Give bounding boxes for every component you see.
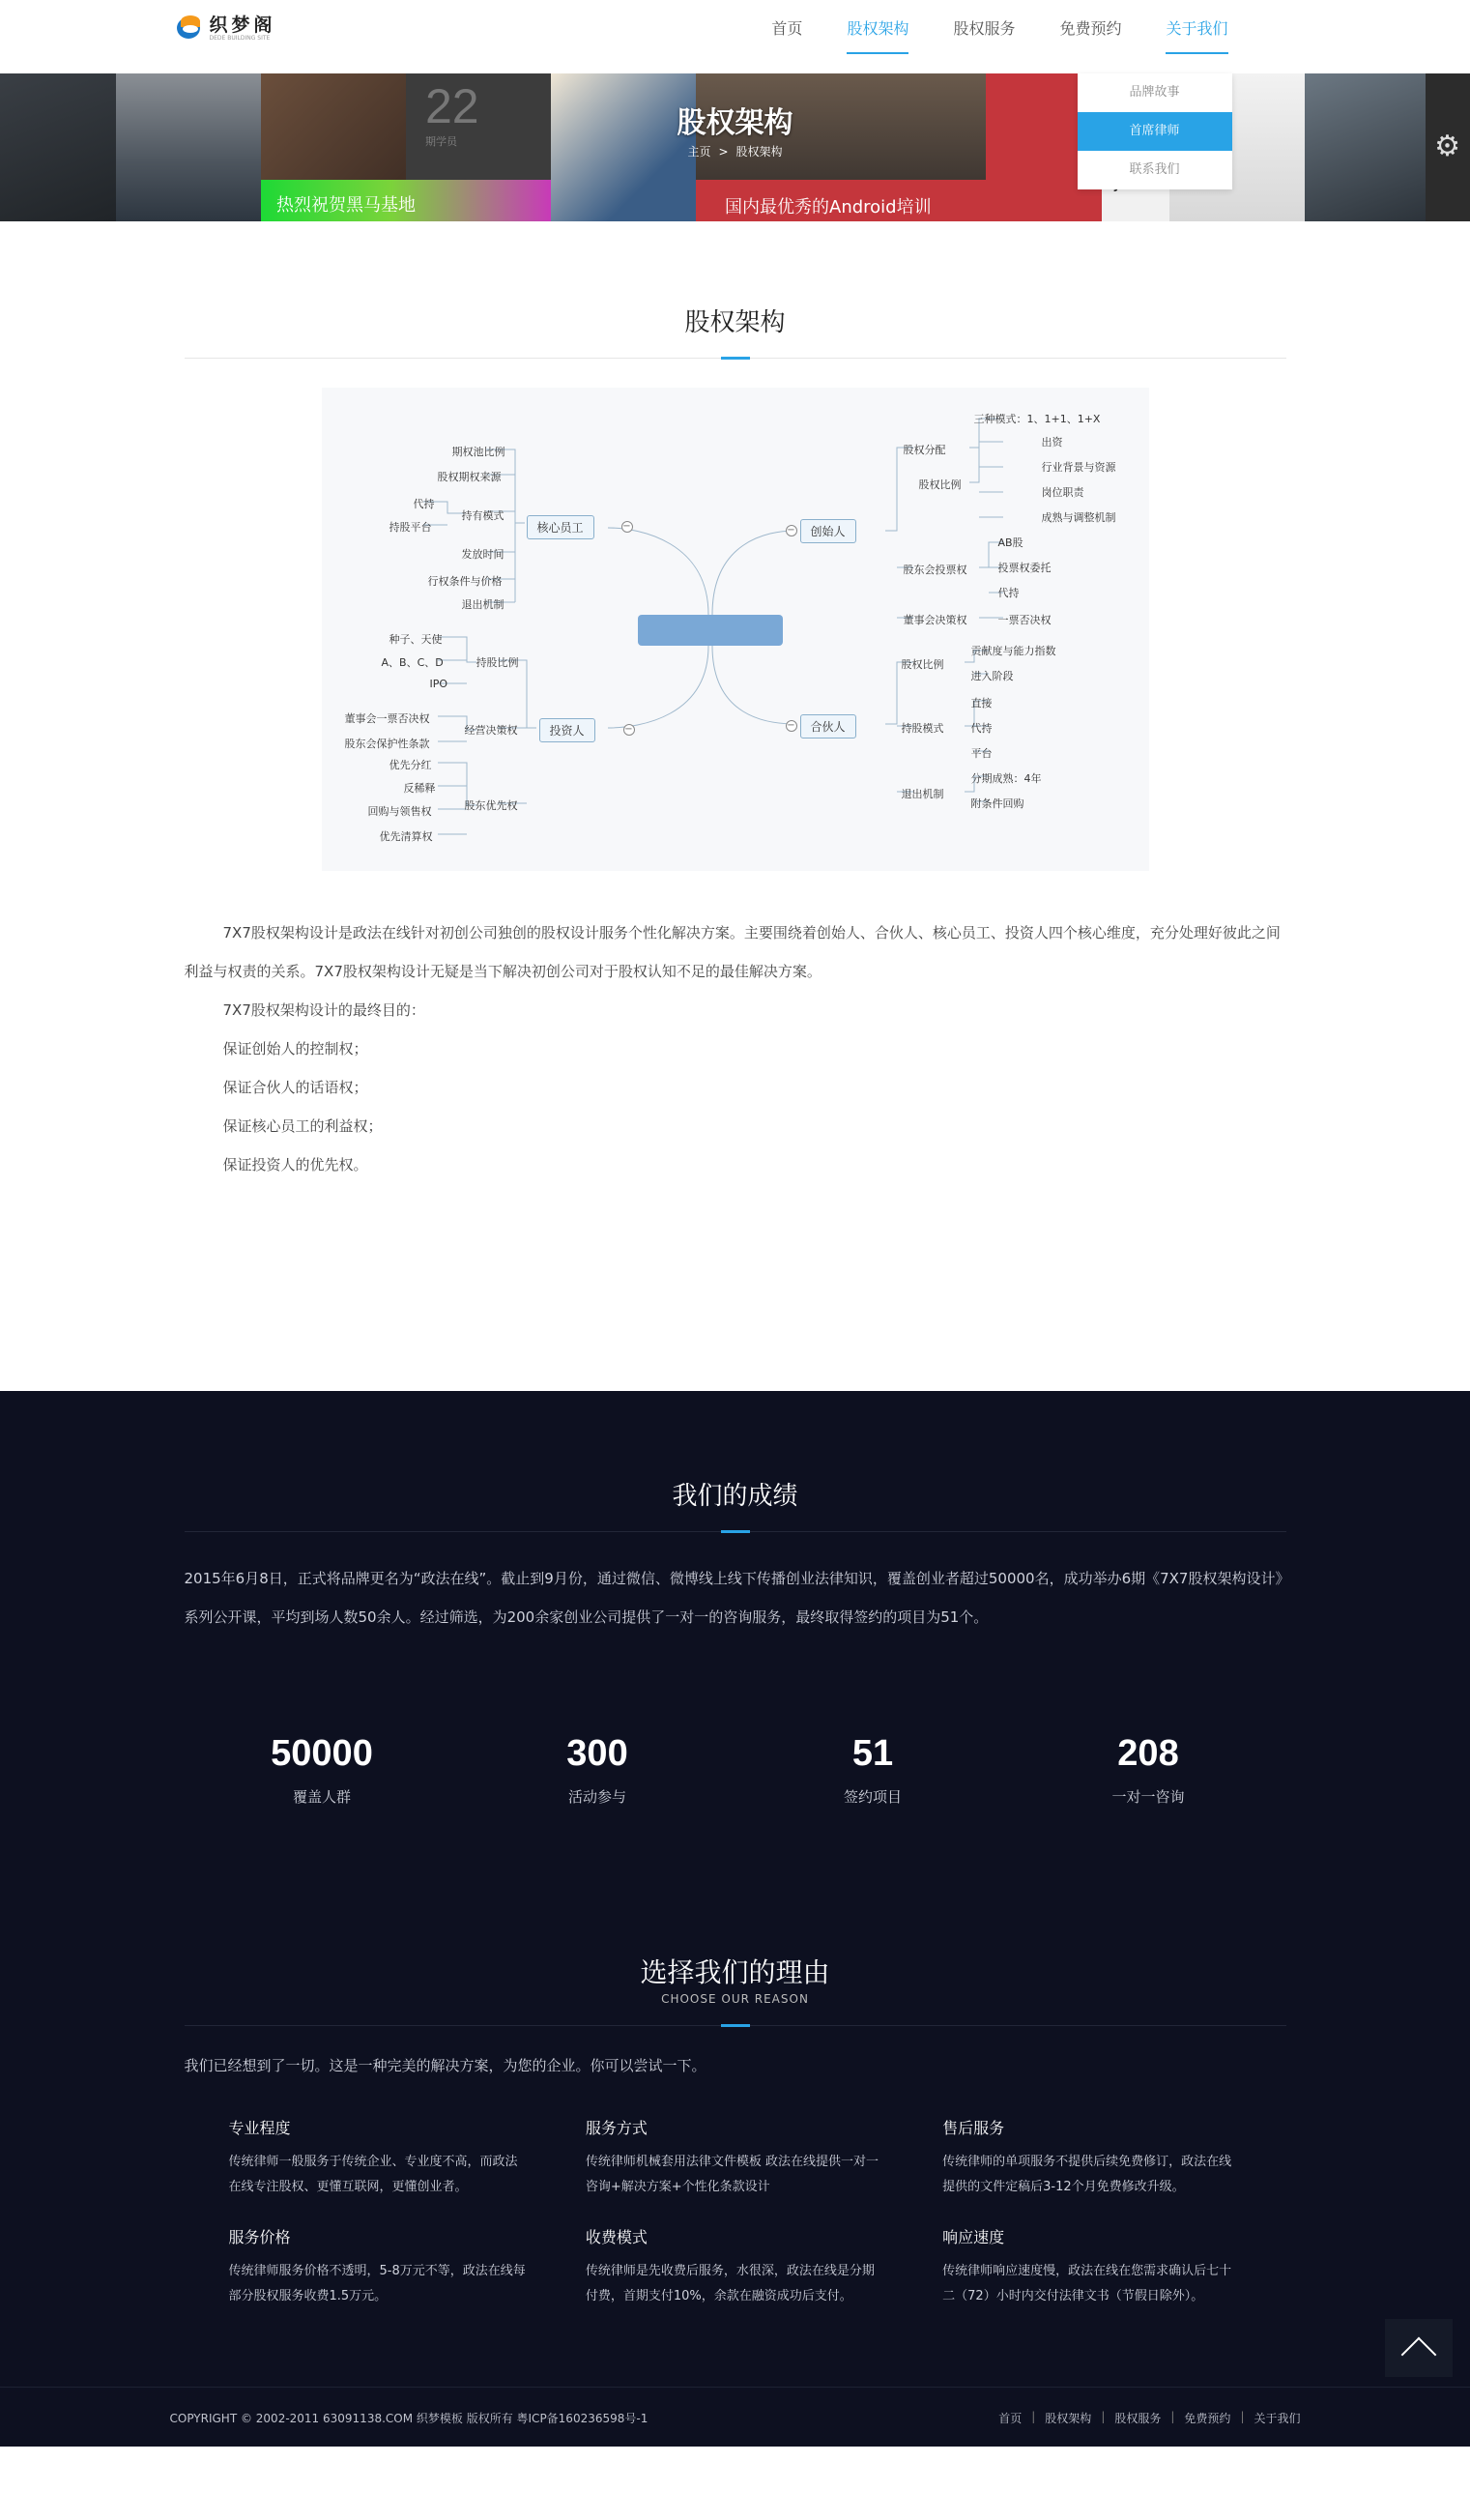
collapse-icon: − [787, 525, 795, 536]
page-title: 股权架构 [684, 308, 786, 337]
article-paragraph: 保证投资人的优先权。 [222, 1156, 368, 1173]
mindmap-mid: 持股比例 [476, 656, 519, 669]
mindmap-leaf: 直接 [970, 697, 993, 710]
banner-tile-count-label: 期学员 [425, 135, 457, 148]
mindmap-leaf: 行权条件与价格 [427, 575, 503, 588]
reason-card-text: 传统律师服务价格不透明，5-8万元不等，政法在线每部分股权服务收费1.5万元。 [228, 2264, 526, 2303]
mindmap-mid: 持股模式 [901, 722, 944, 735]
mindmap-branch-partner: 合伙人 [800, 714, 856, 739]
achievements-title: 我们的成绩 [672, 1482, 798, 1511]
article-paragraph: 保证合伙人的话语权； [222, 1079, 368, 1096]
main-content [0, 221, 1470, 1391]
footer-link-free-booking[interactable]: 免费预约 [1184, 2411, 1231, 2425]
reason-card [586, 2116, 884, 2200]
reason-card-text: 传统律师机械套用法律文件模板 政法在线提供一对一咨询+解决方案+个性化条款设计 [585, 2155, 879, 2194]
mindmap-mid: 持有模式 [461, 509, 504, 522]
title-divider [185, 1531, 1286, 1532]
mindmap-leaf: 代持 [413, 498, 435, 510]
breadcrumb [0, 143, 1470, 159]
mindmap-leaf: 期权池比例 [451, 446, 505, 458]
article-paragraph: 保证创始人的控制权； [222, 1040, 368, 1057]
title-divider [185, 2025, 1286, 2026]
banner-title: 股权架构 [677, 106, 793, 140]
mindmap-mid: 股权比例 [901, 658, 944, 671]
mindmap-leaf: 回购与领售权 [367, 805, 432, 818]
nav-item-equity-structure[interactable]: 股权架构 [847, 0, 908, 58]
mindmap-leaf: 贡献度与能力指数 [970, 645, 1056, 657]
mindmap-leaf: 优先分红 [389, 759, 432, 771]
stat-label: 一对一咨询 [1111, 1788, 1185, 1806]
banner-tile-count: 22 [425, 79, 479, 133]
footer-link-home[interactable]: 首页 [998, 2411, 1023, 2425]
mindmap-leaf: 代持 [997, 587, 1020, 599]
nav-item-home[interactable]: 首页 [771, 19, 803, 38]
mindmap-leaf: 发放时间 [461, 548, 504, 561]
mindmap-mid: 股权比例 [918, 478, 962, 491]
mindmap-leaf: 投票权委托 [997, 562, 1052, 574]
mindmap-leaf: 分期成熟：4年 [970, 772, 1042, 785]
mindmap-leaf: 进入阶段 [970, 670, 1014, 682]
mindmap-mid: 经营决策权 [464, 724, 518, 737]
stat-number: 50000 [271, 1733, 373, 1774]
reasons-title: 选择我们的理由 [640, 1956, 830, 1988]
mindmap-leaf: 董事会一票否决权 [344, 712, 430, 725]
mindmap-mid: 股东优先权 [464, 799, 518, 812]
footer-separator: | [1170, 2409, 1175, 2423]
footer-link-equity-service[interactable]: 股权服务 [1114, 2411, 1162, 2425]
mindmap-leaf: 出资 [1041, 436, 1063, 449]
mindmap-leaf: 行业背景与资源 [1041, 461, 1116, 474]
stats-row [185, 1733, 1286, 1807]
mindmap-leaf: AB股 [997, 536, 1023, 549]
dropdown-item-contact[interactable]: 联系我们 [1129, 162, 1180, 177]
gear-icon[interactable]: ⚙ [1434, 130, 1460, 163]
footer-link-about-us[interactable]: 关于我们 [1254, 2411, 1301, 2425]
mindmap-mid: 董事会决策权 [903, 614, 967, 626]
mindmap-leaf: A、B、C、D [381, 656, 444, 669]
back-to-top-button[interactable] [1385, 2319, 1453, 2377]
reason-card-title: 服务方式 [585, 2119, 648, 2137]
mindmap-leaf: 反稀释 [403, 782, 436, 795]
mindmap-branch-investor: 投资人 [539, 718, 595, 742]
stat-number: 300 [566, 1733, 628, 1774]
reason-card-title: 服务价格 [228, 2228, 291, 2246]
nav-item-equity-service[interactable]: 股权服务 [953, 19, 1016, 38]
main-nav [727, 0, 1228, 177]
mindmap-leaf: 岗位职责 [1041, 486, 1084, 499]
mindmap-leaf: 平台 [970, 747, 993, 760]
dropdown-item-chief-lawyer[interactable]: 首席律师 [1078, 112, 1232, 151]
logo[interactable] [175, 14, 276, 43]
breadcrumb-separator: > [718, 145, 729, 159]
mindmap-branch-founder: 创始人 [800, 519, 856, 543]
mindmap-leaf: 股权期权来源 [437, 471, 502, 483]
copyright-text: COPYRIGHT © 2002-2011 63091138.COM 织梦模板 版权所有 粤ICP备160236598号-1 [169, 2411, 649, 2425]
stat-number: 208 [1117, 1733, 1179, 1774]
logo-text: 织梦阁 [209, 14, 276, 36]
collapse-icon: − [622, 521, 631, 532]
mindmap-leaf: 附条件回购 [970, 797, 1024, 810]
reason-card-title: 收费模式 [585, 2228, 648, 2246]
reasons-subtitle: CHOOSE OUR REASON [661, 1992, 809, 2006]
reason-card [586, 2225, 884, 2309]
stat-label: 签约项目 [843, 1788, 902, 1806]
stat-number: 51 [851, 1733, 894, 1774]
reason-card [942, 2225, 1241, 2309]
footer-separator: | [1240, 2409, 1245, 2423]
article-paragraph: 7X7股权架构设计的最终目的： [222, 1001, 425, 1019]
mindmap-center-node [638, 615, 783, 646]
mindmap-image [322, 388, 1149, 871]
mindmap-leaf: 优先清算权 [379, 830, 433, 843]
reasons-description: 我们已经想到了一切。这是一种完美的解决方案，为您的企业。你可以尝试一下。 [184, 2057, 706, 2074]
nav-item-free-booking[interactable]: 免费预约 [1059, 19, 1122, 38]
reason-card-title: 售后服务 [942, 2119, 1005, 2137]
mindmap-mid: 股东会投票权 [903, 564, 967, 576]
achievements-description: 2015年6月8日，正式将品牌更名为“政法在线”。截止到9月份，通过微信、微博线上线下传播创业法律知识，覆盖创业者超过50000名，成功举办6期《7X7股权架构设计》系列公开课，平均到场人数50余人。经过筛选，为200余家创业公司提供了一对一的咨询服务，最终取得签约的项目为51个。 [184, 1570, 1283, 1626]
article-paragraph: 保证核心员工的利益权； [222, 1117, 383, 1135]
about-dropdown-menu [1078, 73, 1232, 189]
site-footer [0, 2387, 1470, 2447]
reason-card [942, 2116, 1241, 2200]
breadcrumb-home[interactable]: 主页 [687, 145, 711, 159]
stat-item [735, 1733, 1011, 1807]
reason-card [229, 2116, 528, 2200]
article-paragraph: 7X7股权架构设计是政法在线针对初创公司独创的股权设计服务个性化解决方案。主要围绕着创始人、合伙人、核心员工、投资人四个核心维度，充分处理好彼此之间利益与权责的关系。7X7股权架构设计无疑是当下解决初创公司对于股权认知不足的最佳解决方案。 [184, 924, 1281, 980]
reason-card-title: 响应速度 [942, 2228, 1005, 2246]
mindmap-leaf: 种子、天使 [389, 633, 443, 646]
logo-subtext: DEDE BUILDING SITE [209, 34, 271, 42]
mindmap-mid: 退出机制 [901, 788, 944, 800]
mindmap-branch-core-staff: 核心员工 [527, 515, 594, 539]
achievements-section [0, 1391, 1470, 2387]
nav-item-about-us[interactable]: 关于我们 [1166, 0, 1227, 58]
mindmap-leaf: 股东会保护性条款 [344, 738, 430, 750]
reason-card-text: 传统律师是先收费后服务，水很深，政法在线是分期付费，首期支付10%，余款在融资成功后支付。 [585, 2264, 875, 2303]
footer-link-equity-structure[interactable]: 股权架构 [1045, 2411, 1092, 2425]
mindmap-leaf: 成熟与调整机制 [1041, 511, 1116, 524]
reason-card-text: 传统律师一般服务于传统企业、专业度不高，而政法在线专注股权、更懂互联网，更懂创业者。 [228, 2155, 518, 2194]
article-body [185, 913, 1286, 1184]
reasons-section [185, 1952, 1286, 2309]
breadcrumb-current: 股权架构 [735, 145, 783, 159]
stat-item [460, 1733, 735, 1807]
reason-card-text: 传统律师响应速度慢，政法在线在您需求确认后七十二（72）小时内交付法律文书（节假日除外）。 [942, 2264, 1232, 2303]
mindmap-leaf: 三种模式：1、1+1、1+X [973, 413, 1101, 425]
collapse-icon: − [787, 720, 795, 731]
reason-card [229, 2225, 528, 2309]
title-divider [185, 358, 1286, 359]
reason-card-text: 传统律师的单项服务不提供后续免费修订，政法在线提供的文件定稿后3-12个月免费修改升级。 [942, 2155, 1232, 2194]
mindmap-leaf: IPO [429, 678, 448, 690]
mindmap-leaf: 持股平台 [389, 521, 432, 534]
reason-card-title: 专业程度 [228, 2119, 291, 2137]
mindmap-leaf: 退出机制 [461, 598, 504, 611]
dropdown-item-brand-story[interactable]: 品牌故事 [1129, 85, 1180, 100]
stat-item [1011, 1733, 1286, 1807]
page-banner [0, 73, 1470, 221]
mindmap-leaf: 代持 [970, 722, 993, 735]
footer-separator: | [1031, 2409, 1036, 2423]
banner-green-caption: 热烈祝贺黑马基地 [261, 180, 551, 221]
stat-item [185, 1733, 460, 1807]
reasons-grid [185, 2116, 1286, 2309]
stat-label: 覆盖人群 [292, 1788, 351, 1806]
collapse-icon: − [624, 724, 633, 735]
footer-nav [998, 2410, 1300, 2426]
stat-label: 活动参与 [567, 1788, 626, 1806]
banner-red-caption: 国内最优秀的Android培训 [696, 180, 986, 221]
logo-icon [175, 14, 204, 43]
mindmap-mid: 股权分配 [903, 444, 946, 456]
mindmap-leaf: 一票否决权 [997, 614, 1052, 626]
footer-separator: | [1101, 2409, 1106, 2423]
